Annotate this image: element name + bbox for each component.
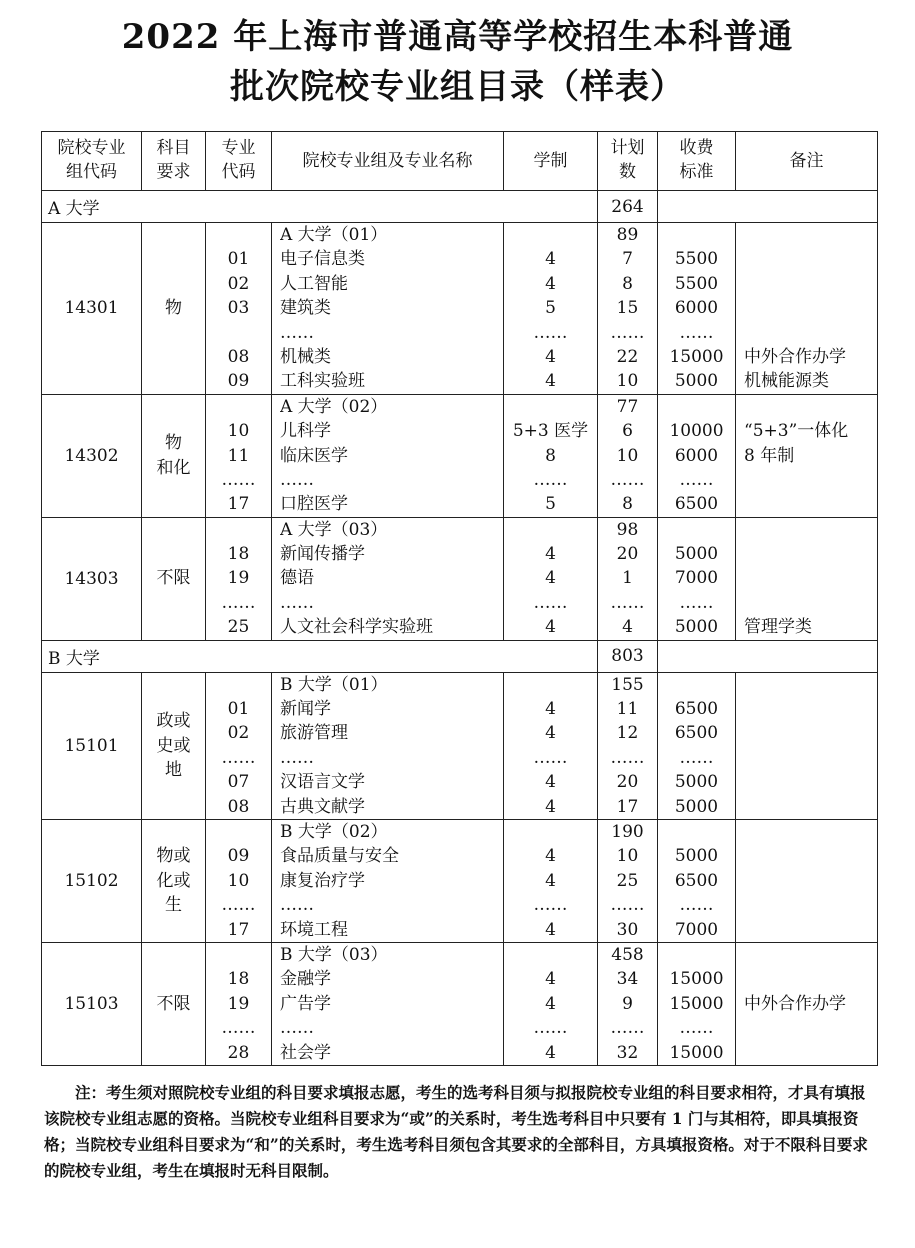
major-code: 19 [227,993,250,1014]
fee: 5000 [674,846,719,867]
plan-count: 458 [611,944,644,965]
major-name: 工科实验班 [280,371,365,392]
major-code: 03 [227,298,250,319]
major-code: …… [221,1018,256,1039]
plan-count: 8 [622,494,633,515]
major-name-cell [272,394,504,517]
duration: …… [533,469,568,490]
major-name-cell [272,672,504,819]
fee [658,395,735,419]
major-code: 10 [227,421,250,442]
duration [504,820,597,844]
major-name: …… [280,469,314,490]
fee: 6500 [674,494,719,515]
major-code: …… [221,469,256,490]
major-code: 25 [227,617,250,638]
major-name: 金融学 [280,969,331,990]
subject-requirement [142,517,206,640]
major-name: 广告学 [280,993,331,1014]
remark [744,272,877,296]
plan-count: 9 [622,993,633,1014]
school-name: B 大学 [42,640,598,672]
subject-line: 不限 [156,568,191,589]
catalog-table [41,131,878,1066]
remark [744,321,877,345]
remark [744,770,877,794]
fee-cell [658,942,736,1065]
fee: 5000 [674,371,719,392]
group-code: 15102 [42,819,142,942]
plan-count: 77 [616,396,639,417]
major-code: 19 [227,568,250,589]
duration [504,223,597,247]
major-code: 09 [227,846,250,867]
subject-line: 生 [165,895,182,916]
fee: …… [679,322,714,343]
school-blank [658,640,878,672]
plan-count: 12 [616,723,639,744]
plan-count: 11 [616,699,639,720]
plan-count: 1 [622,568,633,589]
school-total-plan: 264 [598,191,658,223]
major-name: 环境工程 [280,919,348,940]
fee: 15000 [669,969,724,990]
plan-count: …… [610,747,645,768]
major-name: …… [280,592,314,613]
duration: 5 [545,494,556,515]
subject-line: 物 [165,298,182,319]
major-code: 10 [227,870,250,891]
fee [658,223,735,247]
group-row [42,394,878,517]
remark [744,869,877,893]
remark [744,943,877,967]
duration [504,673,597,697]
major-code-cell [206,672,272,819]
duration: 4 [545,969,556,990]
major-code: 09 [227,371,250,392]
remark [744,566,877,590]
duration: 4 [545,273,556,294]
remark-cell [736,394,878,517]
school-row [42,191,878,223]
plan-count-cell [598,517,658,640]
header-major-code: 专业 代码 [206,132,272,191]
fee: 5500 [674,273,719,294]
major-code: 01 [227,699,250,720]
major-name: 建筑类 [280,298,331,319]
plan-count-cell [598,819,658,942]
major-name: 汉语言文学 [280,772,365,793]
duration-cell [504,942,598,1065]
major-name: B 大学（02） [280,821,388,842]
remark-cell [736,819,878,942]
duration: 4 [545,846,556,867]
fee-cell [658,819,736,942]
duration: …… [533,1018,568,1039]
page-title [0,12,915,112]
plan-count: 10 [616,371,639,392]
remark [744,721,877,745]
fee: 10000 [669,421,724,442]
header-row [42,132,878,191]
fee: 6500 [674,870,719,891]
footnote: 注：考生须对照院校专业组的科目要求填报志愿，考生的选考科目须与拟报院校专业组的科目要求相符，才具有填报该院校专业组志愿的资格。当院校专业组科目要求为“或”的关系时，考生选考科目中只要有 1 门与其相符，即具填报资格；当院校专业组科目要求为“和”的关系时，考生选考科目须包含其要求的全部科目，方具填报资格。对于不限科目要求的院校专业组，考生在填报时无科目限制。 [44,1083,868,1180]
major-code [206,321,271,345]
major-name: 德语 [280,568,314,589]
remark [744,673,877,697]
plan-count: …… [610,895,645,916]
major-name: 新闻学 [280,699,331,720]
duration: 4 [545,772,556,793]
plan-count: …… [610,469,645,490]
fee: …… [679,1018,714,1039]
major-name: …… [280,322,314,343]
subject-line: 不限 [156,993,191,1014]
remark [744,844,877,868]
plan-count: …… [610,1018,645,1039]
subject-line: 化或 [156,870,191,891]
major-code [206,518,271,542]
plan-count: 6 [622,421,633,442]
major-code: 18 [227,969,250,990]
major-code-cell [206,517,272,640]
major-name-cell [272,223,504,395]
subject-requirement [142,223,206,395]
remark [744,893,877,917]
major-name: 旅游管理 [280,723,348,744]
fee: 6000 [674,445,719,466]
subject-requirement [142,672,206,819]
remark: 中外合作办学 [744,993,846,1014]
remark: 8 年制 [744,445,795,466]
major-code-cell [206,942,272,1065]
school-total-plan: 803 [598,640,658,672]
fee [658,518,735,542]
remark: 机械能源类 [744,371,829,392]
major-code [206,820,271,844]
major-name: 社会学 [280,1042,331,1063]
group-code: 14303 [42,517,142,640]
remark-cell [736,942,878,1065]
duration: …… [533,895,568,916]
group-row [42,942,878,1065]
fee: 15000 [669,346,724,367]
plan-count: 98 [616,519,639,540]
plan-count: 32 [616,1042,639,1063]
fee [658,943,735,967]
duration: 4 [545,919,556,940]
major-name-cell [272,517,504,640]
duration: 4 [545,346,556,367]
plan-count: 15 [616,298,639,319]
title-line-1: 2022 年上海市普通高等学校招生本科普通 [121,17,794,57]
duration: 8 [545,445,556,466]
subject-requirement [142,394,206,517]
major-name: 电子信息类 [280,249,365,270]
major-name: …… [280,1018,314,1039]
fee: 5000 [674,617,719,638]
duration-cell [504,819,598,942]
plan-count: 8 [622,273,633,294]
subject-line: 和化 [156,457,191,478]
major-name: A 大学（01） [280,225,388,245]
fee: …… [679,895,714,916]
major-code: …… [221,592,256,613]
major-code [206,673,271,697]
major-code [206,395,271,419]
duration: 4 [545,544,556,565]
subject-line: 史或 [156,735,191,756]
group-code: 15103 [42,942,142,1065]
major-code: 02 [227,723,250,744]
fee-cell [658,223,736,395]
major-name: 儿科学 [280,421,331,442]
duration-cell [504,672,598,819]
header-remark: 备注 [736,132,878,191]
plan-count: 10 [616,846,639,867]
fee: 6000 [674,298,719,319]
fee: 15000 [669,1042,724,1063]
major-code: 18 [227,544,250,565]
major-name: 临床医学 [280,445,348,466]
plan-count-cell [598,942,658,1065]
plan-count: 30 [616,919,639,940]
major-name: 机械类 [280,346,331,367]
plan-count-cell [598,672,658,819]
plan-count: 10 [616,445,639,466]
subject-line: 物 [165,433,182,454]
remark-cell [736,517,878,640]
remark [744,1041,877,1065]
header-duration: 学制 [504,132,598,191]
duration: 4 [545,371,556,392]
remark [744,697,877,721]
major-name-cell [272,819,504,942]
duration: …… [533,322,568,343]
major-name: 食品质量与安全 [280,846,399,867]
fee: 7000 [674,568,719,589]
remark [744,795,877,819]
subject-line: 政或 [156,711,191,732]
duration: 4 [545,617,556,638]
remark: “5+3”一体化 [744,421,849,442]
duration: 4 [545,249,556,270]
major-name: 康复治疗学 [280,870,365,891]
major-code: 07 [227,772,250,793]
major-name: 人文社会科学实验班 [280,617,433,638]
plan-count: 20 [616,544,639,565]
subject-line: 物或 [156,846,191,867]
major-name: 人工智能 [280,273,348,294]
fee-cell [658,672,736,819]
header-subject-requirement: 科目 要求 [142,132,206,191]
header-group-code: 院校专业 组代码 [42,132,142,191]
group-code: 14302 [42,394,142,517]
plan-count: 155 [611,674,644,695]
major-code-cell [206,819,272,942]
remark-cell [736,672,878,819]
fee: …… [679,592,714,613]
major-code: 17 [227,494,250,515]
plan-count: 25 [616,870,639,891]
plan-count: …… [610,322,645,343]
school-row [42,640,878,672]
plan-count: 7 [622,249,633,270]
duration: …… [533,747,568,768]
fee: 5000 [674,796,719,817]
group-row [42,223,878,395]
fee: 5000 [674,544,719,565]
header-fee: 收费 标准 [658,132,736,191]
remark [744,746,877,770]
major-code: 28 [227,1042,250,1063]
major-code: 01 [227,249,250,270]
school-name: A 大学 [42,191,598,223]
remark [744,518,877,542]
duration: 4 [545,568,556,589]
major-name: 口腔医学 [280,494,348,515]
duration: 5+3 医学 [512,421,589,442]
remark [744,247,877,271]
remark [744,591,877,615]
plan-count: 34 [616,969,639,990]
plan-count-cell [598,223,658,395]
duration-cell [504,517,598,640]
major-code: 11 [227,445,250,466]
remark [744,967,877,991]
duration: 4 [545,796,556,817]
remark [744,492,877,516]
duration: 4 [545,1042,556,1063]
fee: …… [679,469,714,490]
fee: 6500 [674,723,719,744]
fee-cell [658,394,736,517]
duration: 5 [545,298,556,319]
plan-count: …… [610,592,645,613]
fee [658,673,735,697]
major-code [206,223,271,247]
major-code-cell [206,223,272,395]
duration [504,518,597,542]
duration-cell [504,223,598,395]
major-name-cell [272,942,504,1065]
fee [658,820,735,844]
plan-count-cell [598,394,658,517]
major-code-cell [206,394,272,517]
remark [744,395,877,419]
major-code: …… [221,747,256,768]
subject-line: 地 [165,760,182,780]
major-code: …… [221,895,256,916]
group-code: 15101 [42,672,142,819]
major-name: 新闻传播学 [280,544,365,565]
major-name: …… [280,747,314,768]
subject-requirement [142,819,206,942]
major-name: …… [280,895,314,916]
table-body [42,191,878,1066]
plan-count: 20 [616,772,639,793]
duration-cell [504,394,598,517]
group-row [42,819,878,942]
major-code: 17 [227,919,250,940]
duration: …… [533,592,568,613]
group-row [42,672,878,819]
plan-count: 22 [616,346,639,367]
remark: 中外合作办学 [744,346,846,367]
major-code [206,943,271,967]
major-name: B 大学（01） [280,674,388,695]
duration [504,943,597,967]
remark [744,820,877,844]
major-code: 08 [227,346,250,367]
school-blank [658,191,878,223]
fee: 5500 [674,249,719,270]
fee: 15000 [669,993,724,1014]
remark [744,223,877,247]
major-code: 08 [227,796,250,817]
major-name: A 大学（02） [280,396,388,417]
duration: 4 [545,870,556,891]
header-plan: 计划 数 [598,132,658,191]
fee: 6500 [674,699,719,720]
major-name: A 大学（03） [280,519,388,540]
plan-count: 89 [616,225,639,245]
duration: 4 [545,699,556,720]
header-name: 院校专业组及专业名称 [272,132,504,191]
remark-cell [736,223,878,395]
major-name: B 大学（03） [280,944,388,965]
title-line-2: 批次院校专业组目录（样表） [230,67,685,107]
remark: 管理学类 [744,617,812,638]
major-name: 古典文献学 [280,796,365,817]
remark [744,296,877,320]
plan-count: 4 [622,617,633,638]
group-row [42,517,878,640]
subject-requirement [142,942,206,1065]
remark [744,1016,877,1040]
major-code: 02 [227,273,250,294]
remark [744,918,877,942]
fee: 7000 [674,919,719,940]
duration: 4 [545,723,556,744]
group-code: 14301 [42,223,142,395]
plan-count: 17 [616,796,639,817]
fee-cell [658,517,736,640]
fee: 5000 [674,772,719,793]
duration [504,395,597,419]
remark [744,468,877,492]
plan-count: 190 [611,821,644,842]
fee: …… [679,747,714,768]
duration: 4 [545,993,556,1014]
remark [744,542,877,566]
